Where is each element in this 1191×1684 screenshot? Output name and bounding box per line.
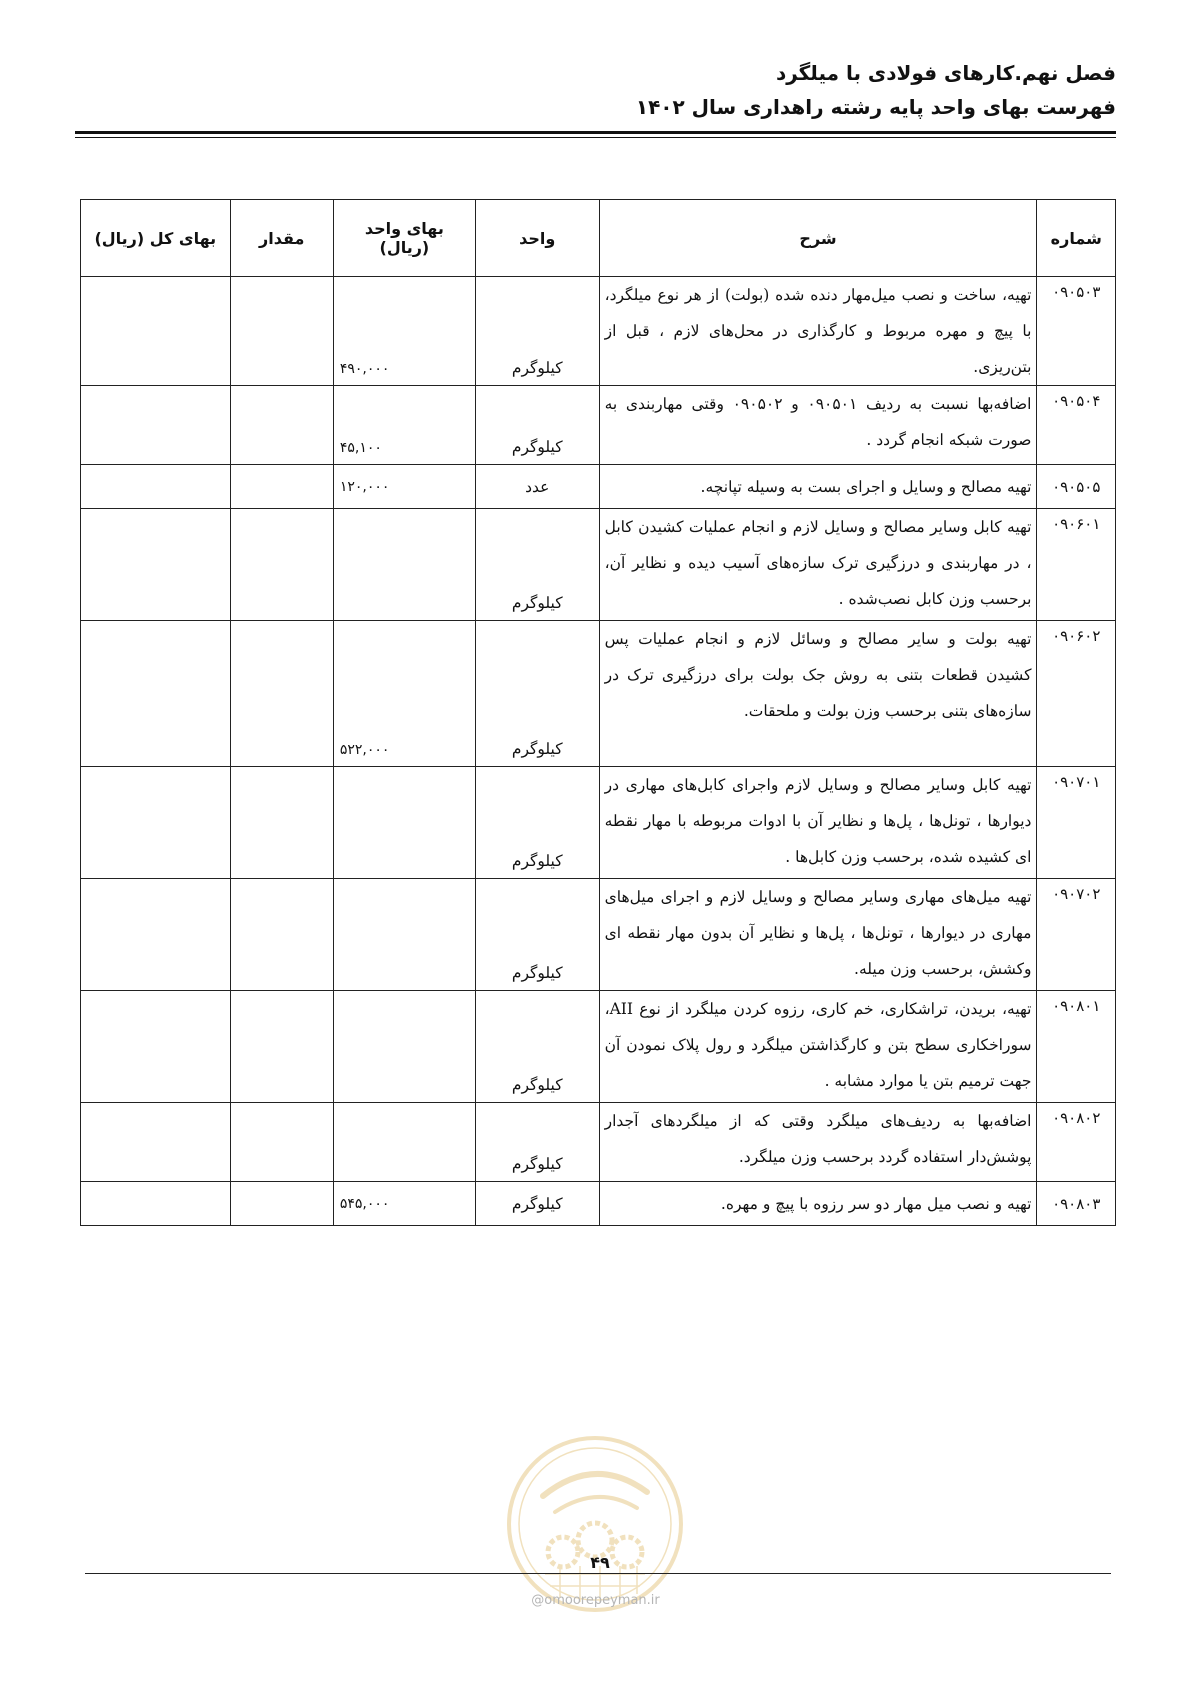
row-quantity <box>230 1103 333 1182</box>
row-number: ۰۹۰۶۰۱ <box>1037 509 1116 621</box>
row-number: ۰۹۰۸۰۲ <box>1037 1103 1116 1182</box>
header-rule-thick <box>75 131 1116 134</box>
row-quantity <box>230 767 333 879</box>
row-description: اضافه‌بها نسبت به ردیف ۰۹۰۵۰۱ و ۰۹۰۵۰۲ وقتی مهاربندی به صورت شبکه انجام گردد . <box>599 386 1037 465</box>
col-total-price: بهای کل (ریال) <box>81 200 231 277</box>
row-number: ۰۹۰۷۰۱ <box>1037 767 1116 879</box>
row-unit-price <box>333 509 475 621</box>
table-row <box>81 1182 1116 1226</box>
table-header-row <box>81 200 1116 277</box>
table-row <box>81 509 1116 621</box>
omoorepeyman-logo-watermark <box>505 1434 685 1614</box>
row-total-price <box>81 767 231 879</box>
row-unit: کیلوگرم <box>475 1182 599 1226</box>
row-number: ۰۹۰۵۰۵ <box>1037 465 1116 509</box>
col-unit-price-line2: (ریال) <box>379 238 430 257</box>
table-row <box>81 621 1116 767</box>
row-unit-price <box>333 767 475 879</box>
page-number: ۴۹ <box>590 1553 610 1572</box>
row-unit-price: ۱۲۰,۰۰۰ <box>333 465 475 509</box>
row-unit: کیلوگرم <box>475 509 599 621</box>
row-quantity <box>230 509 333 621</box>
row-description: تهیه، ساخت و نصب میل‌مهار دنده شده (بولت) از هر نوع میلگرد، با پیچ و مهره مربوط و کارگذاری در محل‌های لازم ، قبل از بتن‌ریزی. <box>599 277 1037 386</box>
table-row <box>81 1103 1116 1182</box>
row-quantity <box>230 879 333 991</box>
col-unit-price-line1: بهای واحد <box>364 219 444 238</box>
row-unit-price: ۵۴۵,۰۰۰ <box>333 1182 475 1226</box>
row-unit: کیلوگرم <box>475 386 599 465</box>
row-unit-price <box>333 1103 475 1182</box>
row-total-price <box>81 465 231 509</box>
row-unit: کیلوگرم <box>475 621 599 767</box>
row-number: ۰۹۰۷۰۲ <box>1037 879 1116 991</box>
row-total-price <box>81 386 231 465</box>
row-description: تهیه مصالح و وسایل و اجرای بست به وسیله تپانچه. <box>599 465 1037 509</box>
row-unit-price: ۴۹۰,۰۰۰ <box>333 277 475 386</box>
row-unit-price: ۴۵,۱۰۰ <box>333 386 475 465</box>
row-description: تهیه میل‌های مهاری وسایر مصالح و وسایل لازم و اجرای میل‌های مهاری در دیوارها ، تونل‌ها ، پل‌ها و نظایر آن بدون مهار نقطه ای وکشش، برحسب وزن میله. <box>599 879 1037 991</box>
row-quantity <box>230 991 333 1103</box>
row-unit: کیلوگرم <box>475 767 599 879</box>
table-row <box>81 767 1116 879</box>
row-number: ۰۹۰۵۰۴ <box>1037 386 1116 465</box>
row-quantity <box>230 465 333 509</box>
row-unit-price <box>333 879 475 991</box>
row-description: تهیه کابل وسایر مصالح و وسایل لازم واجرای کابل‌های مهاری در دیوارها ، تونل‌ها ، پل‌ها و نظایر آن با ادوات مربوطه با مهار نقطه ای کشیده شده، برحسب وزن کابل‌ها . <box>599 767 1037 879</box>
footer-rule <box>85 1573 1111 1574</box>
header-rule-thin <box>75 137 1116 138</box>
row-number: ۰۹۰۸۰۱ <box>1037 991 1116 1103</box>
price-list-title: فهرست بهای واحد پایه رشته راهداری سال ۱۴۰۲ <box>635 95 1116 119</box>
row-total-price <box>81 879 231 991</box>
col-unit-price <box>333 200 475 277</box>
row-number: ۰۹۰۵۰۳ <box>1037 277 1116 386</box>
row-unit: کیلوگرم <box>475 277 599 386</box>
row-total-price <box>81 1103 231 1182</box>
row-unit: کیلوگرم <box>475 879 599 991</box>
row-total-price <box>81 991 231 1103</box>
col-unit: واحد <box>475 200 599 277</box>
row-number: ۰۹۰۸۰۳ <box>1037 1182 1116 1226</box>
price-table <box>80 199 1116 1226</box>
row-unit: عدد <box>475 465 599 509</box>
row-quantity <box>230 621 333 767</box>
row-description: اضافه‌بها به ردیف‌های میلگرد وقتی که از میلگردهای آجدار پوشش‌دار استفاده گردد برحسب وزن میلگرد. <box>599 1103 1037 1182</box>
row-quantity <box>230 277 333 386</box>
chapter-title: فصل نهم.کارهای فولادی با میلگرد <box>775 61 1116 85</box>
table-row <box>81 879 1116 991</box>
row-number: ۰۹۰۶۰۲ <box>1037 621 1116 767</box>
page-header <box>66 58 1116 122</box>
table-row <box>81 277 1116 386</box>
row-description: تهیه و نصب میل مهار دو سر رزوه با پیچ و مهره. <box>599 1182 1037 1226</box>
table-row <box>81 991 1116 1103</box>
row-unit-price: ۵۲۲,۰۰۰ <box>333 621 475 767</box>
row-description: تهیه، بریدن، تراشکاری، خم کاری، رزوه کردن میلگرد از نوع AII، سوراخکاری سطح بتن و کارگذاشتن میلگرد و رول پلاک نمودن آن جهت ترمیم بتن یا موارد مشابه . <box>599 991 1037 1103</box>
row-unit-price <box>333 991 475 1103</box>
website-watermark: @omoorepeyman.ir <box>531 1593 660 1608</box>
row-quantity <box>230 386 333 465</box>
row-total-price <box>81 509 231 621</box>
row-total-price <box>81 621 231 767</box>
col-description: شرح <box>599 200 1037 277</box>
col-quantity: مقدار <box>230 200 333 277</box>
row-quantity <box>230 1182 333 1226</box>
table-row <box>81 386 1116 465</box>
row-description: تهیه کابل وسایر مصالح و وسایل لازم و انجام عملیات کشیدن کابل ، در مهاربندی و درزگیری ترک سازه‌های آسیب دیده و نظایر آن، برحسب وزن کابل نصب‌شده . <box>599 509 1037 621</box>
row-total-price <box>81 1182 231 1226</box>
table-row <box>81 465 1116 509</box>
row-unit: کیلوگرم <box>475 1103 599 1182</box>
row-total-price <box>81 277 231 386</box>
col-number: شماره <box>1037 200 1116 277</box>
row-description: تهیه بولت و سایر مصالح و وسائل لازم و انجام عملیات پس کشیدن قطعات بتنی به روش جک بولت برای درزگیری ترک در سازه‌های بتنی برحسب وزن بولت و ملحقات. <box>599 621 1037 767</box>
row-unit: کیلوگرم <box>475 991 599 1103</box>
